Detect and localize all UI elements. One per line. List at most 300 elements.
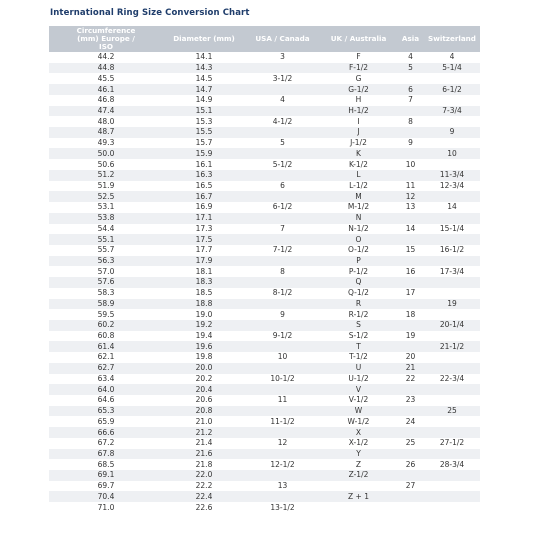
circumference-cell: 48.7 bbox=[49, 127, 163, 138]
uk-australia-cell: J-1/2 bbox=[320, 138, 397, 149]
diameter-cell: 16.3 bbox=[163, 170, 245, 181]
uk-australia-cell bbox=[320, 502, 397, 513]
uk-australia-cell: L-1/2 bbox=[320, 181, 397, 192]
asia-cell: 9 bbox=[397, 138, 424, 149]
table-row bbox=[49, 138, 480, 149]
uk-australia-cell: P bbox=[320, 256, 397, 267]
switzerland-cell bbox=[424, 277, 480, 288]
table-row bbox=[49, 234, 480, 245]
asia-cell: 8 bbox=[397, 116, 424, 127]
diameter-cell: 20.6 bbox=[163, 395, 245, 406]
diameter-cell: 14.5 bbox=[163, 73, 245, 84]
table-row bbox=[49, 416, 480, 427]
circumference-cell: 45.5 bbox=[49, 73, 163, 84]
asia-cell bbox=[397, 170, 424, 181]
header-circumference bbox=[49, 26, 163, 52]
switzerland-cell: 4 bbox=[424, 52, 480, 63]
uk-australia-cell: J bbox=[320, 127, 397, 138]
asia-cell bbox=[397, 127, 424, 138]
circumference-cell: 60.8 bbox=[49, 331, 163, 342]
diameter-cell: 21.8 bbox=[163, 459, 245, 470]
asia-cell: 16 bbox=[397, 266, 424, 277]
asia-cell: 11 bbox=[397, 181, 424, 192]
circumference-cell: 63.4 bbox=[49, 374, 163, 385]
uk-australia-cell: R-1/2 bbox=[320, 309, 397, 320]
circumference-cell: 50.0 bbox=[49, 148, 163, 159]
table-row bbox=[49, 299, 480, 310]
usa-canada-cell bbox=[245, 427, 320, 438]
diameter-cell: 16.7 bbox=[163, 191, 245, 202]
uk-australia-cell: S bbox=[320, 320, 397, 331]
asia-cell: 18 bbox=[397, 309, 424, 320]
circumference-cell: 46.8 bbox=[49, 95, 163, 106]
switzerland-cell: 20-1/4 bbox=[424, 320, 480, 331]
usa-canada-cell bbox=[245, 384, 320, 395]
diameter-cell: 20.4 bbox=[163, 384, 245, 395]
usa-canada-cell: 13-1/2 bbox=[245, 502, 320, 513]
asia-cell: 14 bbox=[397, 224, 424, 235]
circumference-cell: 62.7 bbox=[49, 363, 163, 374]
table-row bbox=[49, 224, 480, 235]
circumference-cell: 57.0 bbox=[49, 266, 163, 277]
table-row bbox=[49, 427, 480, 438]
header-usa-canada: USA / Canada bbox=[245, 26, 320, 52]
circumference-cell: 67.2 bbox=[49, 438, 163, 449]
diameter-cell: 17.3 bbox=[163, 224, 245, 235]
switzerland-cell: 19 bbox=[424, 299, 480, 310]
uk-australia-cell: Z + 1 bbox=[320, 491, 397, 502]
circumference-cell: 67.8 bbox=[49, 449, 163, 460]
table-row bbox=[49, 320, 480, 331]
uk-australia-cell: I bbox=[320, 116, 397, 127]
circumference-cell: 53.8 bbox=[49, 213, 163, 224]
diameter-cell: 17.7 bbox=[163, 245, 245, 256]
table-row bbox=[49, 395, 480, 406]
asia-cell bbox=[397, 470, 424, 481]
switzerland-cell: 9 bbox=[424, 127, 480, 138]
diameter-cell: 16.1 bbox=[163, 159, 245, 170]
usa-canada-cell: 9-1/2 bbox=[245, 331, 320, 342]
usa-canada-cell: 3-1/2 bbox=[245, 73, 320, 84]
switzerland-cell: 22-3/4 bbox=[424, 374, 480, 385]
uk-australia-cell bbox=[320, 481, 397, 492]
diameter-cell: 19.8 bbox=[163, 352, 245, 363]
circumference-cell: 44.8 bbox=[49, 63, 163, 74]
switzerland-cell: 21-1/2 bbox=[424, 341, 480, 352]
diameter-cell: 21.0 bbox=[163, 416, 245, 427]
header-uk-australia: UK / Australia bbox=[320, 26, 397, 52]
usa-canada-cell bbox=[245, 191, 320, 202]
circumference-cell: 52.5 bbox=[49, 191, 163, 202]
usa-canada-cell: 10-1/2 bbox=[245, 374, 320, 385]
usa-canada-cell: 6 bbox=[245, 181, 320, 192]
diameter-cell: 21.4 bbox=[163, 438, 245, 449]
uk-australia-cell: T bbox=[320, 341, 397, 352]
usa-canada-cell: 4 bbox=[245, 95, 320, 106]
asia-cell: 7 bbox=[397, 95, 424, 106]
switzerland-cell bbox=[424, 234, 480, 245]
diameter-cell: 19.2 bbox=[163, 320, 245, 331]
uk-australia-cell: O-1/2 bbox=[320, 245, 397, 256]
asia-cell: 19 bbox=[397, 331, 424, 342]
table-row bbox=[49, 470, 480, 481]
usa-canada-cell: 6-1/2 bbox=[245, 202, 320, 213]
uk-australia-cell: Q bbox=[320, 277, 397, 288]
uk-australia-cell: M bbox=[320, 191, 397, 202]
uk-australia-cell: F bbox=[320, 52, 397, 63]
uk-australia-cell: W bbox=[320, 406, 397, 417]
uk-australia-cell: G-1/2 bbox=[320, 84, 397, 95]
uk-australia-cell: X-1/2 bbox=[320, 438, 397, 449]
switzerland-cell: 17-3/4 bbox=[424, 266, 480, 277]
asia-cell bbox=[397, 502, 424, 513]
switzerland-cell bbox=[424, 427, 480, 438]
usa-canada-cell bbox=[245, 148, 320, 159]
asia-cell bbox=[397, 384, 424, 395]
asia-cell: 23 bbox=[397, 395, 424, 406]
uk-australia-cell: K bbox=[320, 148, 397, 159]
table-body bbox=[49, 52, 480, 513]
usa-canada-cell bbox=[245, 341, 320, 352]
asia-cell bbox=[397, 427, 424, 438]
circumference-cell: 58.9 bbox=[49, 299, 163, 310]
uk-australia-cell: R bbox=[320, 299, 397, 310]
diameter-cell: 15.9 bbox=[163, 148, 245, 159]
usa-canada-cell: 7-1/2 bbox=[245, 245, 320, 256]
usa-canada-cell: 8-1/2 bbox=[245, 288, 320, 299]
uk-australia-cell: F-1/2 bbox=[320, 63, 397, 74]
switzerland-cell: 27-1/2 bbox=[424, 438, 480, 449]
asia-cell: 21 bbox=[397, 363, 424, 374]
uk-australia-cell: H bbox=[320, 95, 397, 106]
uk-australia-cell: U bbox=[320, 363, 397, 374]
usa-canada-cell: 7 bbox=[245, 224, 320, 235]
asia-cell bbox=[397, 320, 424, 331]
switzerland-cell bbox=[424, 363, 480, 374]
switzerland-cell bbox=[424, 213, 480, 224]
switzerland-cell bbox=[424, 95, 480, 106]
switzerland-cell: 7-3/4 bbox=[424, 106, 480, 117]
usa-canada-cell bbox=[245, 127, 320, 138]
circumference-cell: 64.6 bbox=[49, 395, 163, 406]
asia-cell: 17 bbox=[397, 288, 424, 299]
diameter-cell: 18.5 bbox=[163, 288, 245, 299]
asia-cell: 10 bbox=[397, 159, 424, 170]
uk-australia-cell: V bbox=[320, 384, 397, 395]
uk-australia-cell: Q-1/2 bbox=[320, 288, 397, 299]
diameter-cell: 17.9 bbox=[163, 256, 245, 267]
diameter-cell: 20.0 bbox=[163, 363, 245, 374]
usa-canada-cell: 3 bbox=[245, 52, 320, 63]
circumference-cell: 55.1 bbox=[49, 234, 163, 245]
uk-australia-cell: V-1/2 bbox=[320, 395, 397, 406]
circumference-cell: 62.1 bbox=[49, 352, 163, 363]
header-circumference-label: Circumference (mm) Europe / ISO bbox=[76, 26, 136, 51]
circumference-cell: 58.3 bbox=[49, 288, 163, 299]
uk-australia-cell: K-1/2 bbox=[320, 159, 397, 170]
table-row bbox=[49, 202, 480, 213]
asia-cell bbox=[397, 256, 424, 267]
circumference-cell: 60.2 bbox=[49, 320, 163, 331]
asia-cell: 6 bbox=[397, 84, 424, 95]
asia-cell: 5 bbox=[397, 63, 424, 74]
usa-canada-cell bbox=[245, 449, 320, 460]
circumference-cell: 65.3 bbox=[49, 406, 163, 417]
switzerland-cell bbox=[424, 395, 480, 406]
header-diameter: Diameter (mm) bbox=[163, 26, 245, 52]
usa-canada-cell: 5 bbox=[245, 138, 320, 149]
circumference-cell: 51.9 bbox=[49, 181, 163, 192]
diameter-cell: 18.8 bbox=[163, 299, 245, 310]
circumference-cell: 55.7 bbox=[49, 245, 163, 256]
usa-canada-cell bbox=[245, 256, 320, 267]
asia-cell bbox=[397, 449, 424, 460]
usa-canada-cell: 12 bbox=[245, 438, 320, 449]
table-row bbox=[49, 363, 480, 374]
table-row bbox=[49, 491, 480, 502]
usa-canada-cell bbox=[245, 363, 320, 374]
usa-canada-cell bbox=[245, 234, 320, 245]
circumference-cell: 59.5 bbox=[49, 309, 163, 320]
diameter-cell: 22.2 bbox=[163, 481, 245, 492]
diameter-cell: 15.3 bbox=[163, 116, 245, 127]
table-row bbox=[49, 63, 480, 74]
diameter-cell: 22.0 bbox=[163, 470, 245, 481]
usa-canada-cell: 8 bbox=[245, 266, 320, 277]
circumference-cell: 66.6 bbox=[49, 427, 163, 438]
asia-cell: 12 bbox=[397, 191, 424, 202]
usa-canada-cell bbox=[245, 470, 320, 481]
usa-canada-cell: 10 bbox=[245, 352, 320, 363]
switzerland-cell bbox=[424, 256, 480, 267]
asia-cell: 4 bbox=[397, 52, 424, 63]
table-row bbox=[49, 352, 480, 363]
circumference-cell: 54.4 bbox=[49, 224, 163, 235]
table-row bbox=[49, 170, 480, 181]
uk-australia-cell: W-1/2 bbox=[320, 416, 397, 427]
usa-canada-cell bbox=[245, 213, 320, 224]
usa-canada-cell: 12-1/2 bbox=[245, 459, 320, 470]
table-row bbox=[49, 331, 480, 342]
table-row bbox=[49, 116, 480, 127]
asia-cell: 22 bbox=[397, 374, 424, 385]
asia-cell: 26 bbox=[397, 459, 424, 470]
uk-australia-cell: Y bbox=[320, 449, 397, 460]
switzerland-cell bbox=[424, 384, 480, 395]
table-row bbox=[49, 191, 480, 202]
switzerland-cell bbox=[424, 73, 480, 84]
uk-australia-cell: Z bbox=[320, 459, 397, 470]
uk-australia-cell: M-1/2 bbox=[320, 202, 397, 213]
uk-australia-cell: X bbox=[320, 427, 397, 438]
usa-canada-cell: 9 bbox=[245, 309, 320, 320]
table-row bbox=[49, 277, 480, 288]
switzerland-cell: 16-1/2 bbox=[424, 245, 480, 256]
usa-canada-cell bbox=[245, 299, 320, 310]
circumference-cell: 69.7 bbox=[49, 481, 163, 492]
table-row bbox=[49, 341, 480, 352]
table-row bbox=[49, 481, 480, 492]
asia-cell bbox=[397, 341, 424, 352]
diameter-cell: 20.2 bbox=[163, 374, 245, 385]
header-switzerland: Switzerland bbox=[424, 26, 480, 52]
diameter-cell: 21.6 bbox=[163, 449, 245, 460]
diameter-cell: 19.4 bbox=[163, 331, 245, 342]
diameter-cell: 20.8 bbox=[163, 406, 245, 417]
switzerland-cell bbox=[424, 502, 480, 513]
asia-cell bbox=[397, 277, 424, 288]
uk-australia-cell: G bbox=[320, 73, 397, 84]
switzerland-cell bbox=[424, 416, 480, 427]
circumference-cell: 48.0 bbox=[49, 116, 163, 127]
usa-canada-cell: 5-1/2 bbox=[245, 159, 320, 170]
asia-cell bbox=[397, 491, 424, 502]
diameter-cell: 16.9 bbox=[163, 202, 245, 213]
uk-australia-cell: H-1/2 bbox=[320, 106, 397, 117]
asia-cell bbox=[397, 299, 424, 310]
switzerland-cell bbox=[424, 116, 480, 127]
switzerland-cell: 12-3/4 bbox=[424, 181, 480, 192]
table-row bbox=[49, 127, 480, 138]
table-row bbox=[49, 256, 480, 267]
diameter-cell: 15.5 bbox=[163, 127, 245, 138]
circumference-cell: 44.2 bbox=[49, 52, 163, 63]
circumference-cell: 51.2 bbox=[49, 170, 163, 181]
switzerland-cell bbox=[424, 449, 480, 460]
switzerland-cell bbox=[424, 470, 480, 481]
circumference-cell: 69.1 bbox=[49, 470, 163, 481]
table-row bbox=[49, 181, 480, 192]
diameter-cell: 14.9 bbox=[163, 95, 245, 106]
circumference-cell: 49.3 bbox=[49, 138, 163, 149]
table-row bbox=[49, 95, 480, 106]
uk-australia-cell: N bbox=[320, 213, 397, 224]
table-row bbox=[49, 213, 480, 224]
switzerland-cell: 10 bbox=[424, 148, 480, 159]
table-row bbox=[49, 245, 480, 256]
table-row bbox=[49, 73, 480, 84]
asia-cell bbox=[397, 406, 424, 417]
uk-australia-cell: Z-1/2 bbox=[320, 470, 397, 481]
circumference-cell: 46.1 bbox=[49, 84, 163, 95]
asia-cell: 20 bbox=[397, 352, 424, 363]
diameter-cell: 16.5 bbox=[163, 181, 245, 192]
uk-australia-cell: T-1/2 bbox=[320, 352, 397, 363]
usa-canada-cell bbox=[245, 170, 320, 181]
diameter-cell: 15.1 bbox=[163, 106, 245, 117]
circumference-cell: 53.1 bbox=[49, 202, 163, 213]
table-row bbox=[49, 106, 480, 117]
diameter-cell: 14.3 bbox=[163, 63, 245, 74]
circumference-cell: 64.0 bbox=[49, 384, 163, 395]
diameter-cell: 18.3 bbox=[163, 277, 245, 288]
switzerland-cell: 15-1/4 bbox=[424, 224, 480, 235]
table-row bbox=[49, 449, 480, 460]
switzerland-cell bbox=[424, 352, 480, 363]
table-row bbox=[49, 459, 480, 470]
header-asia: Asia bbox=[397, 26, 424, 52]
switzerland-cell: 14 bbox=[424, 202, 480, 213]
switzerland-cell bbox=[424, 309, 480, 320]
diameter-cell: 19.0 bbox=[163, 309, 245, 320]
circumference-cell: 70.4 bbox=[49, 491, 163, 502]
switzerland-cell bbox=[424, 288, 480, 299]
table-row bbox=[49, 438, 480, 449]
switzerland-cell: 6-1/2 bbox=[424, 84, 480, 95]
asia-cell bbox=[397, 234, 424, 245]
usa-canada-cell bbox=[245, 63, 320, 74]
usa-canada-cell bbox=[245, 491, 320, 502]
switzerland-cell: 25 bbox=[424, 406, 480, 417]
table-row bbox=[49, 148, 480, 159]
usa-canada-cell bbox=[245, 106, 320, 117]
diameter-cell: 17.5 bbox=[163, 234, 245, 245]
switzerland-cell bbox=[424, 331, 480, 342]
header-row bbox=[49, 26, 480, 52]
circumference-cell: 47.4 bbox=[49, 106, 163, 117]
asia-cell bbox=[397, 106, 424, 117]
diameter-cell: 14.1 bbox=[163, 52, 245, 63]
switzerland-cell bbox=[424, 481, 480, 492]
usa-canada-cell bbox=[245, 277, 320, 288]
circumference-cell: 65.9 bbox=[49, 416, 163, 427]
diameter-cell: 22.6 bbox=[163, 502, 245, 513]
diameter-cell: 14.7 bbox=[163, 84, 245, 95]
circumference-cell: 68.5 bbox=[49, 459, 163, 470]
circumference-cell: 57.6 bbox=[49, 277, 163, 288]
asia-cell: 15 bbox=[397, 245, 424, 256]
circumference-cell: 56.3 bbox=[49, 256, 163, 267]
chart-title: International Ring Size Conversion Chart bbox=[50, 8, 250, 18]
diameter-cell: 22.4 bbox=[163, 491, 245, 502]
usa-canada-cell: 4-1/2 bbox=[245, 116, 320, 127]
usa-canada-cell: 11-1/2 bbox=[245, 416, 320, 427]
asia-cell: 25 bbox=[397, 438, 424, 449]
switzerland-cell bbox=[424, 159, 480, 170]
switzerland-cell bbox=[424, 191, 480, 202]
diameter-cell: 15.7 bbox=[163, 138, 245, 149]
asia-cell bbox=[397, 148, 424, 159]
table-header bbox=[49, 26, 480, 52]
asia-cell: 24 bbox=[397, 416, 424, 427]
uk-australia-cell: O bbox=[320, 234, 397, 245]
switzerland-cell: 11-3/4 bbox=[424, 170, 480, 181]
uk-australia-cell: N-1/2 bbox=[320, 224, 397, 235]
diameter-cell: 19.6 bbox=[163, 341, 245, 352]
switzerland-cell bbox=[424, 491, 480, 502]
table-row bbox=[49, 384, 480, 395]
circumference-cell: 61.4 bbox=[49, 341, 163, 352]
asia-cell bbox=[397, 73, 424, 84]
circumference-cell: 71.0 bbox=[49, 502, 163, 513]
diameter-cell: 17.1 bbox=[163, 213, 245, 224]
usa-canada-cell: 11 bbox=[245, 395, 320, 406]
table-row bbox=[49, 502, 480, 513]
uk-australia-cell: S-1/2 bbox=[320, 331, 397, 342]
asia-cell bbox=[397, 213, 424, 224]
table-row bbox=[49, 84, 480, 95]
usa-canada-cell: 13 bbox=[245, 481, 320, 492]
switzerland-cell: 5-1/4 bbox=[424, 63, 480, 74]
table-row bbox=[49, 374, 480, 385]
table-row bbox=[49, 159, 480, 170]
usa-canada-cell bbox=[245, 320, 320, 331]
circumference-cell: 50.6 bbox=[49, 159, 163, 170]
table-row bbox=[49, 266, 480, 277]
table-row bbox=[49, 288, 480, 299]
asia-cell: 27 bbox=[397, 481, 424, 492]
diameter-cell: 21.2 bbox=[163, 427, 245, 438]
